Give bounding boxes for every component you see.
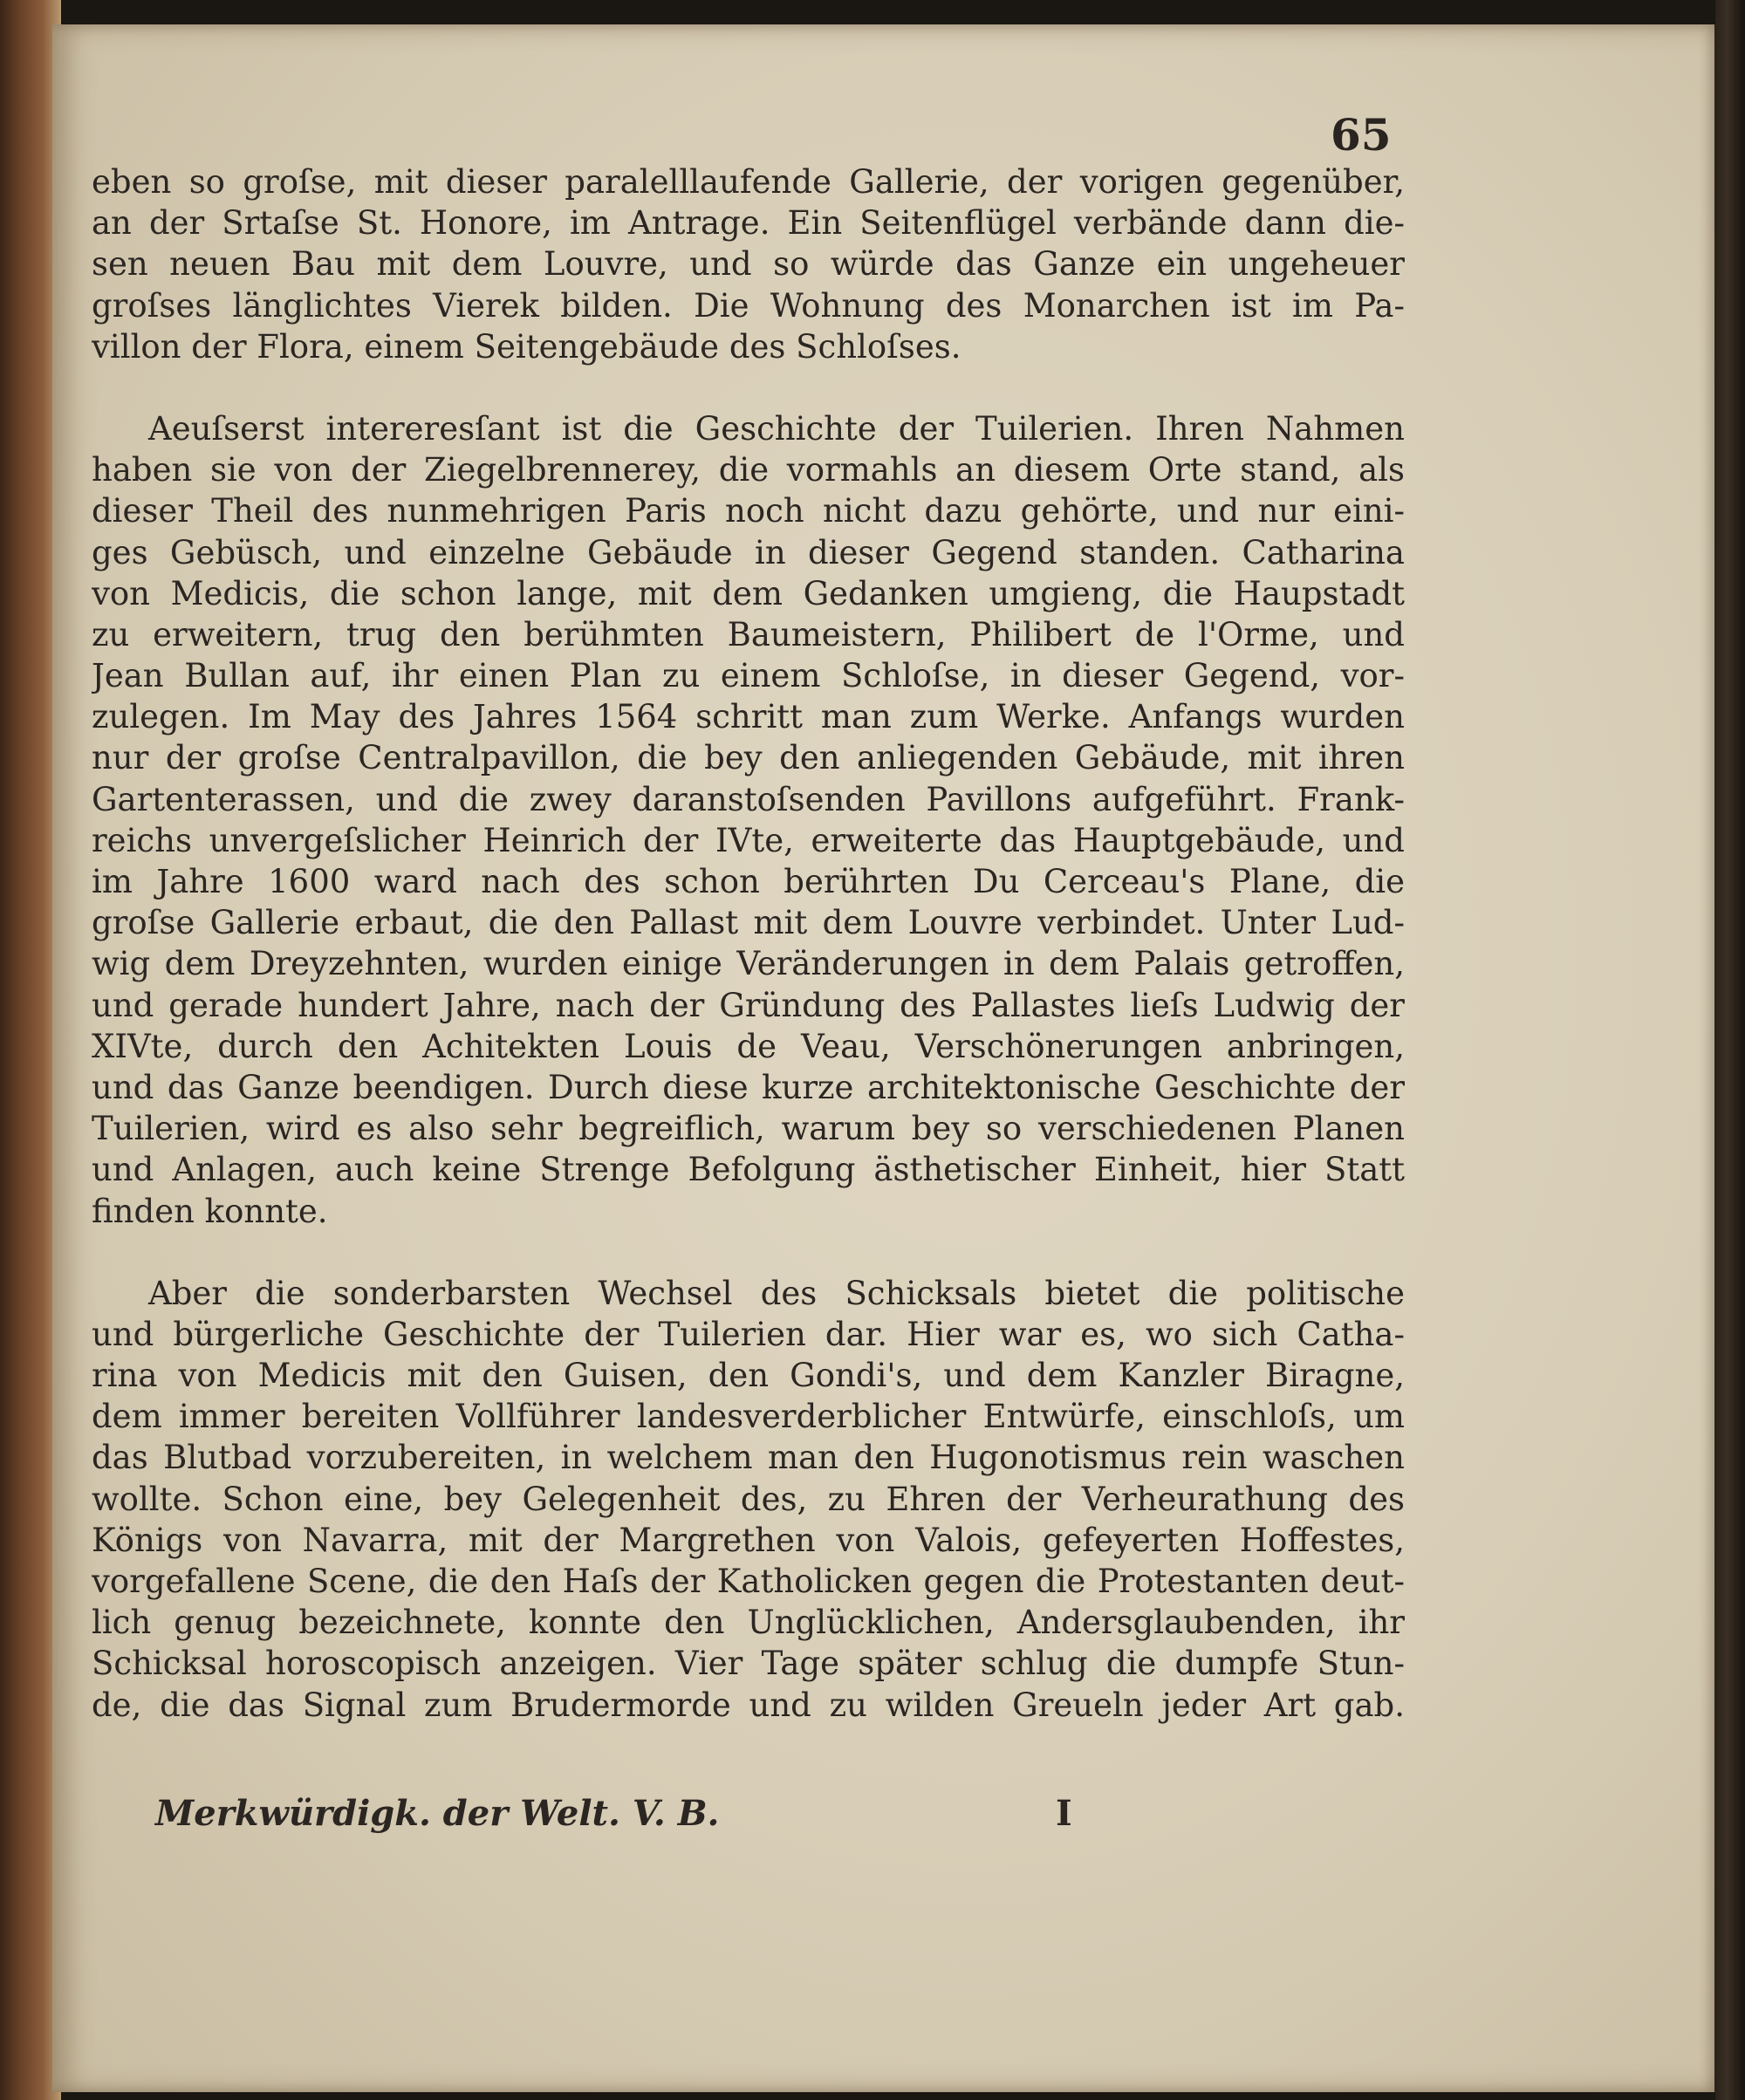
text-line: und Anlagen, auch keine Strenge Befolgung ästhetischer Einheit, hier Statt	[92, 1151, 1405, 1189]
text-line: Aber die sonderbarsten Wechsel des Schicksals bietet die politische	[148, 1274, 1405, 1312]
paragraph-gap	[92, 1232, 1405, 1273]
text-line: wig dem Dreyzehnten, wurden einige Veränderungen in dem Palais getroffen,	[92, 945, 1405, 983]
text-line: reichs unvergeſslicher Heinrich der IVte, erweiterte das Hauptgebäude, und	[92, 821, 1405, 859]
text-line: Gartenterassen, und die zwey daranstoſsenden Pavillons aufgeführt. Frank-	[92, 780, 1405, 818]
page-edge-shadow	[1715, 0, 1745, 2100]
page-footer	[103, 1793, 1416, 1841]
text-line: zu erweitern, trug den berühmten Baumeistern, Philibert de l'Orme, und	[92, 615, 1405, 653]
text-line: an der Srtaſse St. Honore, im Antrage. Ein Seitenflügel verbände dann die-	[92, 204, 1405, 243]
text-line: Königs von Navarra, mit der Margrethen von Valois, gefeyerten Hoffestes,	[92, 1521, 1405, 1559]
text-line: dem immer bereiten Vollführer landesverderblicher Entwürfe, einschloſs, um	[92, 1398, 1405, 1436]
text-line: rina von Medicis mit den Guisen, den Gondi's, und dem Kanzler Biragne,	[92, 1357, 1405, 1395]
text-line: und das Ganze beendigen. Durch diese kurze architektonische Geschichte der	[92, 1068, 1405, 1106]
text-line: groſse Gallerie erbaut, die den Pallast mit dem Louvre verbindet. Unter Lud-	[92, 904, 1405, 942]
text-line: groſses länglichtes Vierek bilden. Die Wohnung des Monarchen ist im Pa-	[92, 286, 1405, 325]
running-footer-title: Merkwürdigk. der Welt. V. B.	[155, 1793, 720, 1834]
text-line: XIVte, durch den Achitekten Louis de Veau, Verschönerungen anbringen,	[92, 1027, 1405, 1065]
text-line: Tuilerien, wird es also sehr begreiflich, warum bey so verschiedenen Planen	[92, 1110, 1405, 1148]
text-line: von Medicis, die schon lange, mit dem Gedanken umgieng, die Haupstadt	[92, 574, 1405, 612]
text-line: dieser Theil des nunmehrigen Paris noch nicht dazu gehörte, und nur eini-	[92, 492, 1405, 530]
text-line: haben sie von der Ziegelbrennerey, die vormahls an diesem Orte stand, als	[92, 451, 1405, 489]
text-line: eben so groſse, mit dieser paralelllaufende Gallerie, der vorigen gegenüber,	[92, 163, 1405, 201]
text-line: und gerade hundert Jahre, nach der Gründung des Pallastes lieſs Ludwig der	[92, 986, 1405, 1024]
paragraph-gap	[92, 367, 1405, 408]
text-line: lich genug bezeichnete, konnte den Unglücklichen, Andersglaubenden, ihr	[92, 1604, 1405, 1642]
text-line: de, die das Signal zum Brudermorde und zu wilden Greueln jeder Art gab.	[92, 1686, 1405, 1724]
text-line: sen neuen Bau mit dem Louvre, und so würde das Ganze ein ungeheuer	[92, 245, 1405, 284]
text-line: und bürgerliche Geschichte der Tuilerien dar. Hier war es, wo sich Catha-	[92, 1315, 1405, 1353]
text-line: im Jahre 1600 ward nach des schon berührten Du Cerceau's Plane, die	[92, 863, 1405, 900]
text-line: zulegen. Im May des Jahres 1564 schritt man zum Werke. Anfangs wurden	[92, 698, 1405, 736]
signature-mark: I	[1056, 1793, 1072, 1834]
text-line: Schicksal horoscopisch anzeigen. Vier Tage später schlug die dumpfe Stun-	[92, 1645, 1405, 1683]
page-number: 65	[1331, 109, 1392, 161]
text-line: ges Gebüsch, und einzelne Gebäude in dieser Gegend standen. Catharina	[92, 533, 1405, 571]
paragraph-1	[92, 161, 1405, 367]
text-line: Aeuſserst intereresſant ist die Geschichte der Tuilerien. Ihren Nahmen	[148, 409, 1405, 448]
paragraph-3	[92, 1273, 1405, 1726]
text-line: wollte. Schon eine, bey Gelegenheit des, zu Ehren der Verheurathung des	[92, 1480, 1405, 1518]
body-text	[92, 161, 1405, 1726]
text-line: vorgefallene Scene, die den Haſs der Katholicken gegen die Protestanten deut-	[92, 1563, 1405, 1600]
paragraph-2	[92, 408, 1405, 1232]
text-line: finden konnte.	[92, 1192, 328, 1230]
text-line: das Blutbad vorzubereiten, in welchem man den Hugonotismus rein waschen	[92, 1439, 1405, 1477]
text-line: villon der Flora, einem Seitengebäude des Schloſses.	[92, 327, 961, 366]
text-line: Jean Bullan auf, ihr einen Plan zu einem Schloſse, in dieser Gegend, vor-	[92, 657, 1405, 695]
text-line: nur der groſse Centralpavillon, die bey den anliegenden Gebäude, mit ihren	[92, 739, 1405, 777]
